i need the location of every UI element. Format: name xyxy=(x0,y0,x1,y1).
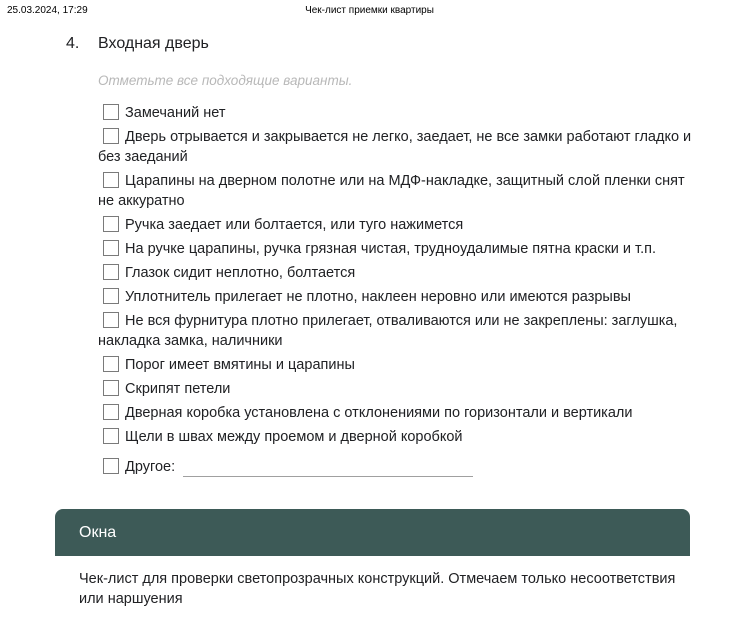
option-label: На ручке царапины, ручка грязная чистая, трудноудалимые пятна краски и т.п. xyxy=(125,241,656,257)
section-description: Чек-лист для проверки светопрозрачных конструкций. Отмечаем только несоответствия или наршуения xyxy=(79,571,676,607)
checkbox[interactable] xyxy=(103,172,119,188)
checkbox[interactable] xyxy=(103,380,119,396)
checkbox[interactable] xyxy=(103,264,119,280)
print-title: Чек-лист приемки квартиры xyxy=(305,5,434,16)
option-label: Царапины на дверном полотне или на МДФ-накладке, защитный слой пленки снят не аккуратно xyxy=(98,173,685,209)
option-label: Дверная коробка установлена с отклонениями по горизонтали и вертикали xyxy=(125,405,633,421)
question-number: 4. xyxy=(66,35,80,52)
other-label: Другое: xyxy=(125,459,176,475)
option-label: Уплотнитель прилегает не плотно, наклеен неровно или имеются разрывы xyxy=(125,289,631,305)
option-label: Порог имеет вмятины и царапины xyxy=(125,357,355,373)
option-label: Ручка заедает или болтается, или туго нажимется xyxy=(125,217,464,233)
section-header xyxy=(55,509,690,556)
print-date: 25.03.2024, 17:29 xyxy=(7,5,88,16)
checkbox[interactable] xyxy=(103,288,119,304)
option-item[interactable] xyxy=(98,239,698,259)
option-item[interactable] xyxy=(98,171,698,211)
checkbox[interactable] xyxy=(103,428,119,444)
other-text-field[interactable] xyxy=(183,460,473,477)
question-title: Входная дверь xyxy=(98,35,209,52)
checkbox[interactable] xyxy=(103,216,119,232)
option-item[interactable] xyxy=(98,403,698,423)
option-label: Щели в швах между проемом и дверной коробкой xyxy=(125,429,463,445)
option-label: Не вся фурнитура плотно прилегает, отваливаются или не закреплены: заглушка, накладка замка, наличники xyxy=(98,313,678,349)
section-title: Окна xyxy=(79,524,117,541)
option-item[interactable] xyxy=(98,127,698,167)
checkbox[interactable] xyxy=(103,356,119,372)
checkbox[interactable] xyxy=(103,240,119,256)
option-item[interactable] xyxy=(98,355,698,375)
option-item[interactable] xyxy=(98,103,698,123)
option-label: Глазок сидит неплотно, болтается xyxy=(125,265,356,281)
question-heading xyxy=(66,33,706,55)
option-item[interactable] xyxy=(98,215,698,235)
option-other[interactable] xyxy=(98,457,698,479)
option-item[interactable] xyxy=(98,263,698,283)
checkbox[interactable] xyxy=(103,404,119,420)
option-label: Скрипят петели xyxy=(125,381,231,397)
print-header xyxy=(0,5,739,19)
option-item[interactable] xyxy=(98,311,698,351)
checkbox[interactable] xyxy=(103,128,119,144)
option-label: Дверь отрывается и закрывается не легко, заедает, не все замки работают гладко и без заеданий xyxy=(98,129,692,165)
question-block xyxy=(66,33,706,91)
option-item[interactable] xyxy=(98,379,698,399)
option-label: Замечаний нет xyxy=(125,105,226,121)
checkbox[interactable] xyxy=(103,312,119,328)
checkbox[interactable] xyxy=(103,104,119,120)
option-item[interactable] xyxy=(98,287,698,307)
checkbox[interactable] xyxy=(103,458,119,474)
option-item[interactable] xyxy=(98,427,698,447)
options-list xyxy=(98,103,698,479)
question-hint: Отметьте все подходящие варианты. xyxy=(98,73,353,88)
